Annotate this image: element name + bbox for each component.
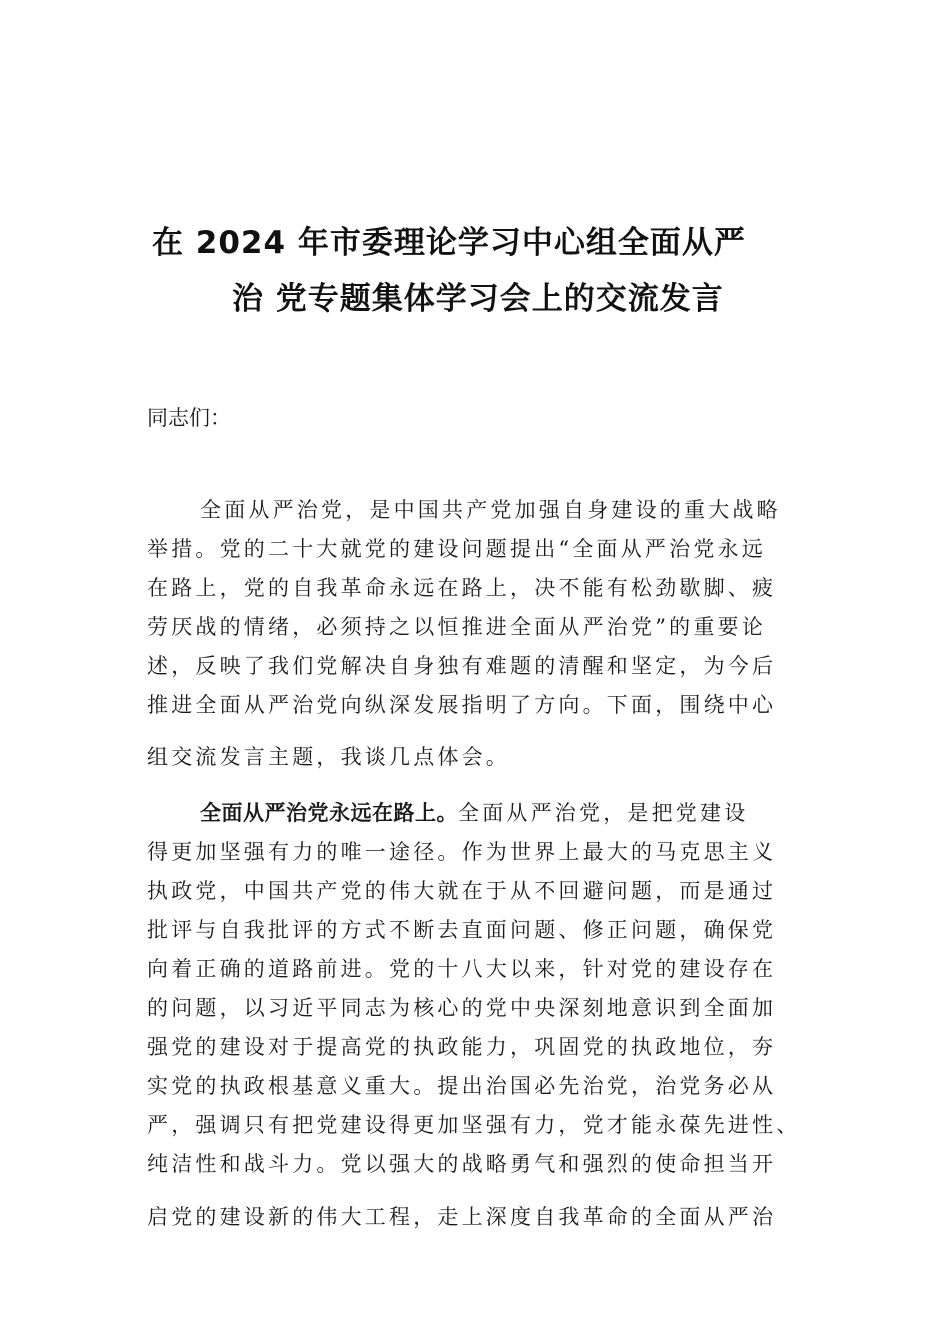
paragraph-1-line: 全面从严治党，是中国共产党加强自身建设的重大战略: [200, 498, 781, 522]
paragraph-2-line: 的问题，以习近平同志为核心的党中央深刻地意识到全面加: [147, 996, 777, 1020]
paragraph-1-line: 组交流发言主题，我谈几点体会。: [147, 745, 510, 769]
salutation: 同志们：: [147, 406, 231, 430]
paragraph-2-line: 严，强调只有把党建设得更加坚强有力，党才能永葆先进性、: [147, 1113, 801, 1137]
paragraph-2-heading: 全面从严治党永远在路上。: [200, 801, 458, 825]
paragraph-2-line: 执政党，中国共产党的伟大就在于从不回避问题，而是通过: [147, 879, 777, 903]
paragraph-2-line: 纯洁性和战斗力。党以强大的战略勇气和强烈的使命担当开: [147, 1152, 777, 1176]
paragraph-2-line: 得更加坚强有力的唯一途径。作为世界上最大的马克思主义: [147, 840, 777, 864]
paragraph-2-first-line-text: 全面从严治党，是把党建设: [458, 801, 749, 825]
document-title-line-1: 在 2024 年市委理论学习中心组全面从严: [152, 225, 746, 261]
paragraph-1-line: 述，反映了我们党解决自身独有难题的清醒和坚定，为今后: [147, 654, 777, 678]
paragraph-2-line: 实党的执政根基意义重大。提出治国必先治党，治党务必从: [147, 1074, 777, 1098]
paragraph-1-line: 推进全面从严治党向纵深发展指明了方向。下面，围绕中心: [147, 693, 777, 717]
paragraph-1-line: 劳厌战的情绪，必须持之以恒推进全面从严治党”的重要论: [147, 615, 766, 639]
paragraph-1-line: 在路上，党的自我革命永远在路上，决不能有松劲歇脚、疲: [147, 576, 777, 600]
paragraph-2-line: 批评与自我批评的方式不断去直面问题、修正问题，确保党: [147, 918, 777, 942]
document-title-line-2: 治 党专题集体学习会上的交流发言: [232, 281, 724, 317]
paragraph-2-line: 启党的建设新的伟大工程，走上深度自我革命的全面从严治: [147, 1205, 777, 1229]
paragraph-2-line: 向着正确的道路前进。党的十八大以来，针对党的建设存在: [147, 957, 777, 981]
paragraph-1-line: 举措。党的二十大就党的建设问题提出“全面从严治党永远: [147, 537, 766, 561]
paragraph-2-line: 强党的建设对于提高党的执政能力，巩固党的执政地位，夯: [147, 1035, 777, 1059]
paragraph-2-first-line: [200, 803, 817, 824]
